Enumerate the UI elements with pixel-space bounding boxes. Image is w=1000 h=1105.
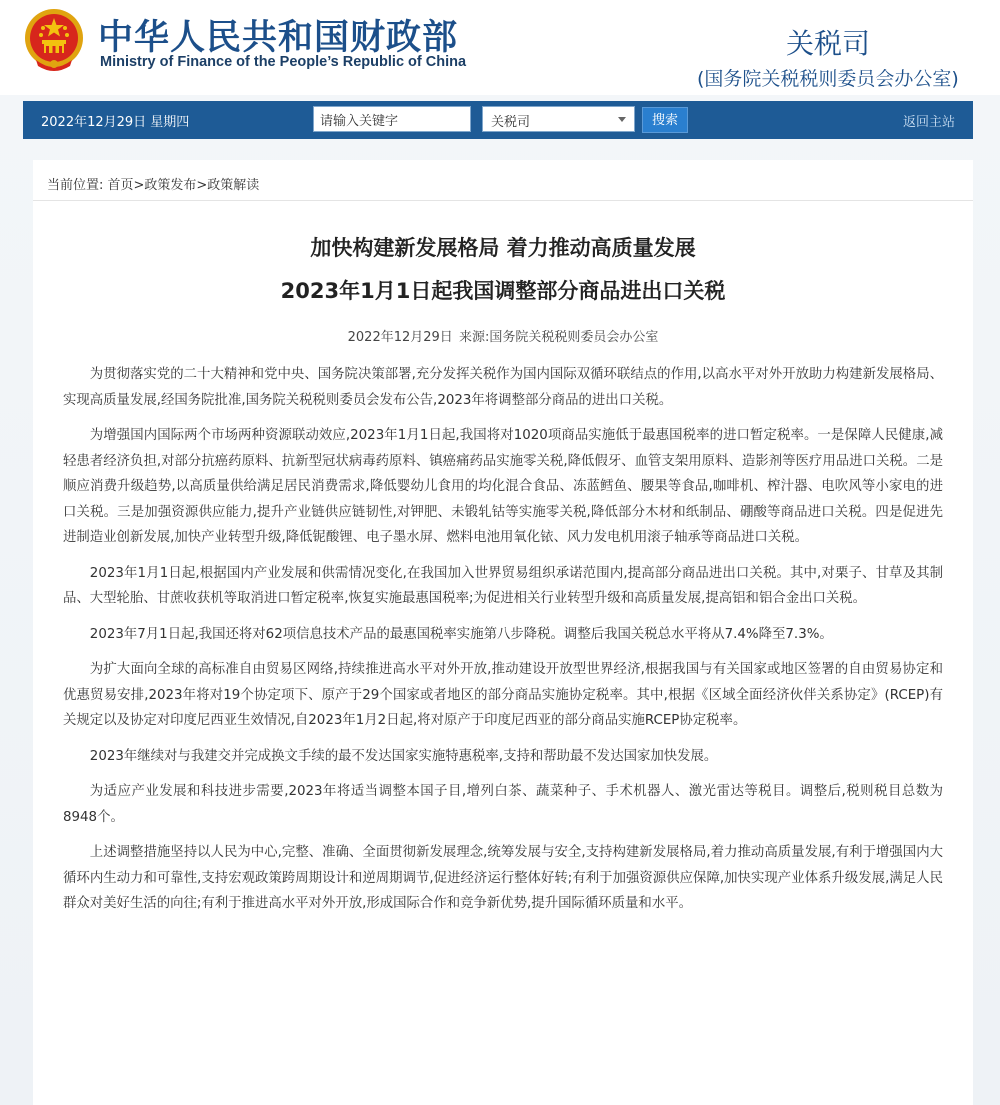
divider [33,200,973,201]
paragraph: 为贯彻落实党的二十大精神和党中央、国务院决策部署,充分发挥关税作为国内国际双循环联结点的作用,以高水平对外开放助力构建新发展格局、实现高质量发展,经国务院批准,国务院关税税则委员会发布公告,2023年将调整部分商品的进出口关税。 [63,367,943,408]
search-button[interactable]: 搜索 [642,107,688,133]
article-title-line1: 加快构建新发展格局 着力推动高质量发展 [310,236,696,260]
scope-select[interactable] [482,106,635,132]
department-name: 关税司 [786,27,871,60]
article-date: 2022年12月29日 [347,330,453,345]
nav-bar [23,101,973,139]
paragraph: 为扩大面向全球的高标准自由贸易区网络,持续推进高水平对外开放,推动建设开放型世界经济,根据我国与有关国家或地区签署的自由贸易协定和优惠贸易安排,2023年将对19个协定项下、原产于29个国家或者地区的部分商品实施协定税率。其中,根据《区域全面经济伙伴关系协定》(RCEP)有关规定以及协定对印度尼西亚生效情况,自2023年1月2日起,将对原产于印度尼西亚的部分商品实施RCEP协定税率。 [63,662,943,728]
return-home-link[interactable]: 返回主站 [902,115,955,130]
paragraph: 2023年1月1日起,根据国内产业发展和供需情况变化,在我国加入世界贸易组织承诺范围内,提高部分商品进出口关税。其中,对栗子、甘草及其制品、大型轮胎、甘蔗收获机等取消进口暂定税率,恢复实施最惠国税率;为促进相关行业转型升级和高质量发展,提高铝和铝合金出口关税。 [63,565,943,606]
site-title-cn: 中华人民共和国财政部 [98,17,459,58]
chevron-down-icon [618,117,626,122]
paragraph: 2023年7月1日起,我国还将对62项信息技术产品的最惠国税率实施第八步降税。调整后我国关税总水平将从7.4%降至7.3%。 [89,626,833,642]
search-input[interactable] [313,106,471,132]
paragraph: 2023年继续对与我建交并完成换文手续的最不发达国家实施特惠税率,支持和帮助最不发达国家加快发展。 [89,748,718,764]
site-header [0,0,1000,95]
article-body [63,362,943,927]
breadcrumb[interactable]: 当前位置: 首页>政策发布>政策解读 [47,178,260,193]
paragraph: 为适应产业发展和科技进步需要,2023年将适当调整本国子目,增列白茶、蔬菜种子、手术机器人、激光雷达等税目。调整后,税则税目总数为8948个。 [63,784,943,825]
site-title-en: Ministry of Finance of the People’s Republic of China [100,54,467,70]
article-meta [33,326,973,345]
current-date: 2022年12月29日 星期四 [41,115,190,130]
content-panel [33,160,973,1105]
paragraph: 为增强国内国际两个市场两种资源联动效应,2023年1月1日起,我国将对1020项商品实施低于最惠国税率的进口暂定税率。一是保障人民健康,减轻患者经济负担,对部分抗癌药原料、抗新型冠状病毒药原料、镇癌痛药品实施零关税,降低假牙、血管支架用原料、造影剂等医疗用品进口关税。二是顺应消费升级趋势,以高质量供给满足居民消费需求,降低婴幼儿食用的均化混合食品、冻蓝鳕鱼、腰果等食品,咖啡机、榨汁器、电吹风等小家电的进口关税。三是加强资源供应能力,提升产业链供应链韧性,对钾肥、未锻轧钴等实施零关税,降低部分木材和纸制品、硼酸等商品进口关税。四是促进先进制造业创新发展,加快产业转型升级,降低铌酸锂、电子墨水屏、燃料电池用氧化铱、风力发电机用滚子轴承等商品进口关税。 [63,428,943,545]
paragraph: 上述调整措施坚持以人民为中心,完整、准确、全面贯彻新发展理念,统筹发展与安全,支持构建新发展格局,着力推动高质量发展,有利于增强国内大循环内生动力和可靠性,支持宏观政策跨周期设计和逆周期调节,促进经济运行整体好转;有利于加强资源供应保障,加快实现产业体系升级发展,满足人民群众对美好生活的向往;有利于推进高水平对外开放,形成国际合作和竞争新优势,提升国际循环质量和水平。 [63,845,943,911]
scope-select-value: 关税司 [491,115,531,130]
article-source: 来源:国务院关税税则委员会办公室 [458,330,659,345]
article-title-line2: 2023年1月1日起我国调整部分商品进出口关税 [280,279,726,303]
department-subtitle: (国务院关税税则委员会办公室) [697,68,959,90]
national-emblem-icon [22,8,86,74]
